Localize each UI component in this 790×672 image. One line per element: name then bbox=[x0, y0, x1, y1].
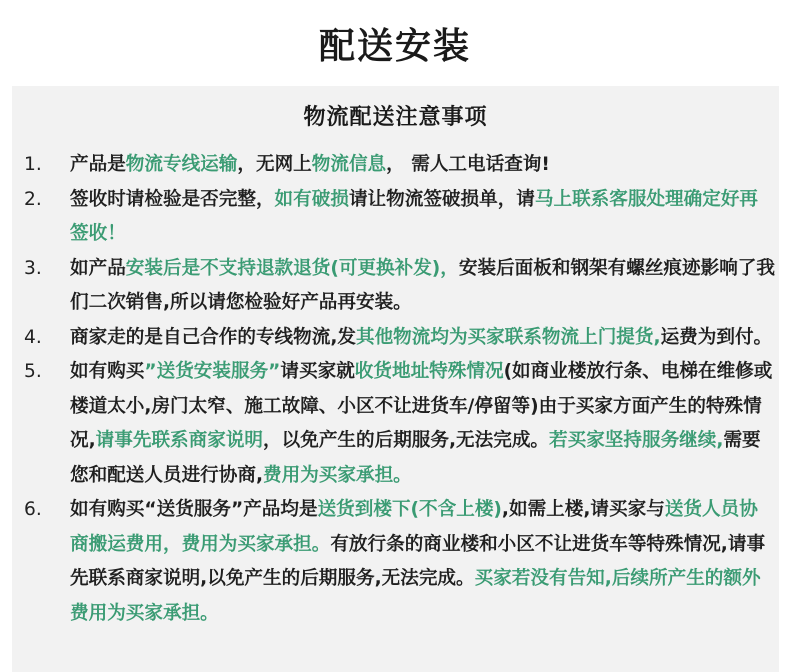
page-header bbox=[0, 0, 790, 86]
notice-item bbox=[24, 252, 776, 321]
highlighted-text: 请事先联系商家说明 bbox=[95, 430, 264, 451]
notice-item-number: 6. bbox=[24, 499, 42, 520]
notice-item-text bbox=[70, 183, 776, 252]
notice-item-text bbox=[70, 321, 776, 356]
notice-item bbox=[24, 183, 776, 252]
highlighted-text: 物流信息 bbox=[311, 154, 387, 175]
body-text: ，无网上 bbox=[237, 154, 312, 175]
notice-item bbox=[24, 148, 776, 183]
notice-item-text bbox=[70, 252, 776, 321]
body-text: 如产品 bbox=[70, 257, 126, 279]
body-text: 如有购买 bbox=[70, 361, 145, 382]
notice-item-text bbox=[70, 493, 776, 631]
highlighted-text: 买家若没有告知,后续所产生的额外费用为买家承担。 bbox=[70, 568, 761, 624]
body-text: 如有购买“送货服务”产品均是 bbox=[70, 499, 318, 520]
body-text: ， 需人工电话查询! bbox=[386, 154, 550, 175]
notice-panel bbox=[12, 86, 779, 672]
notice-item bbox=[24, 355, 776, 493]
body-text: 有放行条的商业楼和小区不让进货车等特殊情况,请事先联系商家说明,以免产生的后期服务,无法完成。 bbox=[70, 533, 766, 589]
body-text: 请让物流签破损单，请 bbox=[348, 188, 535, 210]
highlighted-text: 马上联系客服处理确定好再签收！ bbox=[70, 188, 759, 244]
notice-item-number: 4. bbox=[24, 326, 42, 348]
notice-item-number: 3. bbox=[24, 257, 42, 279]
notice-item-number: 1. bbox=[24, 154, 42, 175]
body-text: ,如需上楼,请买家与 bbox=[501, 499, 665, 520]
body-text: 产品是 bbox=[70, 154, 126, 175]
notice-item-text bbox=[70, 355, 776, 493]
notice-list bbox=[24, 148, 776, 631]
highlighted-text: 物流专线运输 bbox=[125, 154, 238, 175]
highlighted-text: ”送货安装服务” bbox=[144, 361, 281, 382]
highlighted-text: 安装后是不支持退款退货(可更换补发)， bbox=[125, 257, 459, 279]
body-text: 安装后面板和钢架有螺丝痕迹影响了我们二次销售,所以请您检验好产品再安装。 bbox=[70, 257, 775, 313]
highlighted-text: 收货地址特殊情况 bbox=[354, 361, 504, 382]
highlighted-text: 若买家坚持服务继续, bbox=[549, 430, 724, 451]
notice-item-text bbox=[70, 148, 776, 183]
body-text: 商家走的是自己合作的专线物流,发 bbox=[70, 326, 356, 348]
body-text: ，以免产生的后期服务,无法完成。 bbox=[263, 430, 550, 451]
notice-item-number: 5. bbox=[24, 361, 42, 382]
body-text: 需要您和配送人员进行协商, bbox=[70, 430, 761, 486]
highlighted-text: 其他物流均为买家联系物流上门提货, bbox=[355, 326, 661, 348]
body-text: 请买家就 bbox=[280, 361, 355, 382]
highlighted-text: 费用为买家承担。 bbox=[263, 464, 412, 486]
notice-item-number: 2. bbox=[24, 188, 42, 210]
highlighted-text: 送货人员协商搬运费用，费用为买家承担。 bbox=[70, 499, 758, 555]
body-text: 签收时请检验是否完整， bbox=[70, 188, 275, 210]
highlighted-text: 送货到楼下(不含上楼) bbox=[317, 499, 502, 520]
body-text: 运费为到付。 bbox=[660, 326, 773, 348]
notice-item bbox=[24, 321, 776, 356]
page-title: 配送安装 bbox=[318, 25, 471, 67]
body-text: (如商业楼放行条、电梯在维修或楼道太小,房门太窄、施工故障、小区不让进货车/停留等)由于买家方面产生的特殊情况, bbox=[70, 361, 773, 451]
notice-item bbox=[24, 493, 776, 631]
notice-title: 物流配送注意事项 bbox=[303, 105, 488, 130]
highlighted-text: 如有破损 bbox=[274, 188, 349, 210]
